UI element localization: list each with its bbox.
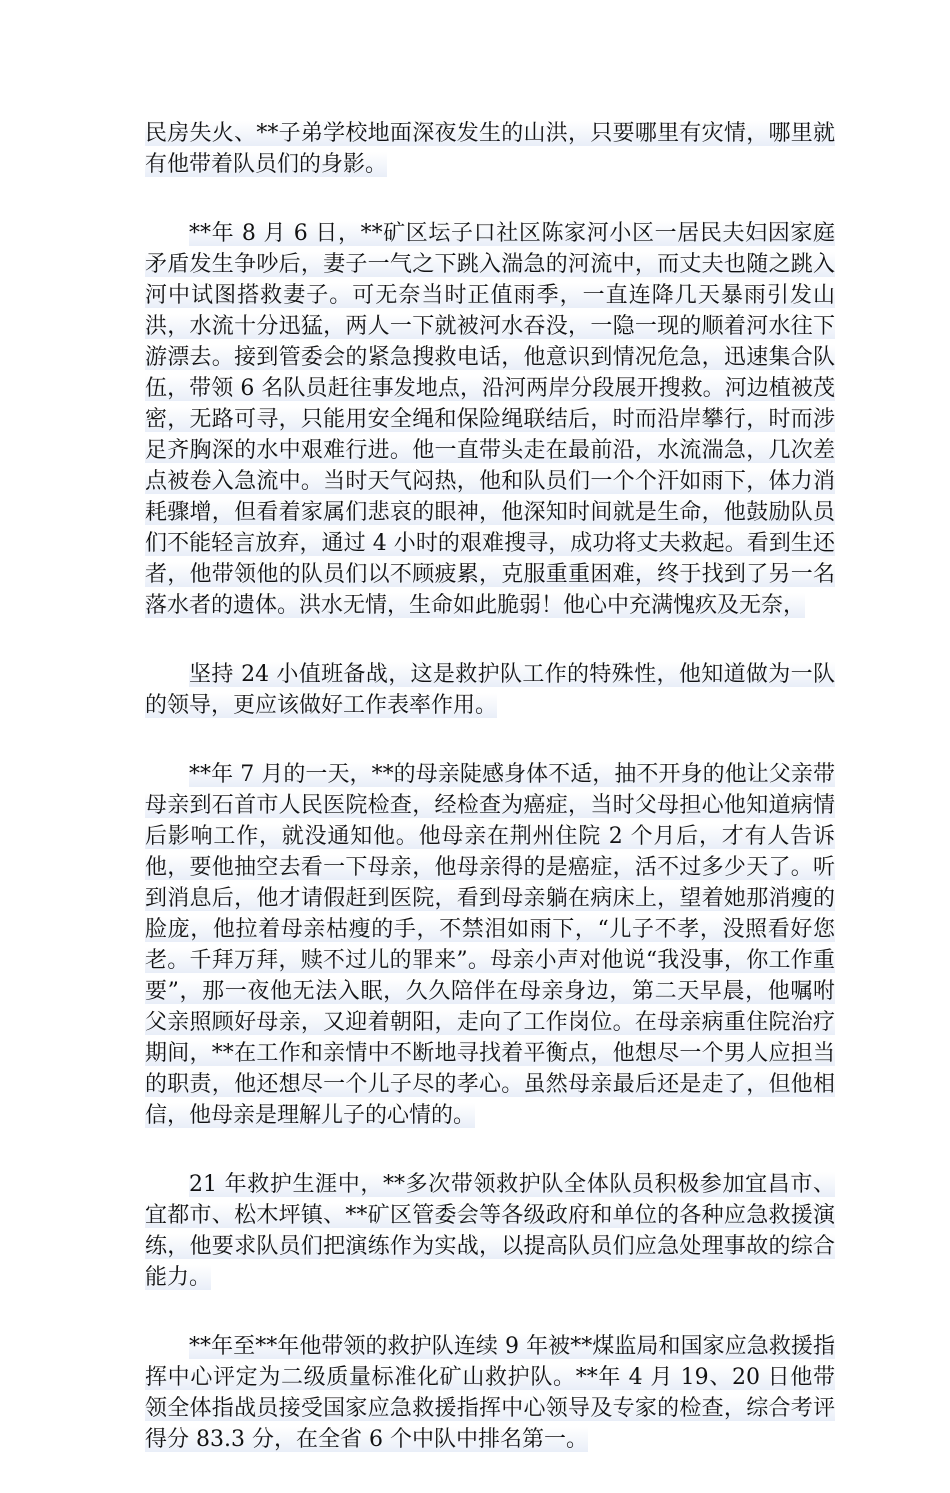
paragraph-3 <box>145 659 835 721</box>
paragraph-5 <box>145 1169 835 1293</box>
paragraph-2 <box>145 218 835 621</box>
paragraph-1-text: 民房失火、**子弟学校地面深夜发生的山洪，只要哪里有灾情，哪里就有他带着队员们的身影。 <box>145 121 835 177</box>
paragraph-1 <box>145 118 835 180</box>
paragraph-4 <box>145 759 835 1131</box>
document-body <box>145 118 835 1493</box>
paragraph-4-text: **年 7 月的一天，**的母亲陡感身体不适，抽不开身的他让父亲带母亲到石首市人民医院检查，经检查为癌症，当时父母担心他知道病情后影响工作，就没通知他。他母亲在荆州住院 2 个月后，才有人告诉他，要他抽空去看一下母亲，他母亲得的是癌症，活不过多少天了。听到消息后，他才请假赶到医院，看到母亲躺在病床上，望着她那消瘦的脸庞，他拉着母亲枯瘦的手，不禁泪如雨下，“儿子不孝，没照看好您老。千拜万拜，赎不过儿的罪来”。母亲小声对他说“我没事，你工作重要”，那一夜他无法入眠，久久陪伴在母亲身边，第二天早晨，他嘱咐父亲照顾好母亲，又迎着朝阳，走向了工作岗位。在母亲病重住院治疗期间，**在工作和亲情中不断地寻找着平衡点，他想尽一个男人应担当的职责，他还想尽一个儿子尽的孝心。虽然母亲最后还是走了，但他相信，他母亲是理解儿子的心情的。 <box>145 762 835 1128</box>
paragraph-6-text: **年至**年他带领的救护队连续 9 年被**煤监局和国家应急救援指挥中心评定为二级质量标准化矿山救护队。**年 4 月 19、20 日他带领全体指战员接受国家应急救援指挥中心领导及专家的检查，综合考评得分 83.3 分，在全省 6 个中队中排名第一。 <box>145 1334 835 1452</box>
paragraph-5-text: 21 年救护生涯中，**多次带领救护队全体队员积极参加宜昌市、宜都市、松木坪镇、**矿区管委会等各级政府和单位的各种应急救援演练，他要求队员们把演练作为实战，以提高队员们应急处理事故的综合能力。 <box>145 1172 835 1290</box>
paragraph-2-text: **年 8 月 6 日，**矿区坛子口社区陈家河小区一居民夫妇因家庭矛盾发生争吵后，妻子一气之下跳入湍急的河流中，而丈夫也随之跳入河中试图搭救妻子。可无奈当时正值雨季，一直连降几天暴雨引发山洪，水流十分迅猛，两人一下就被河水吞没，一隐一现的顺着河水往下游漂去。接到管委会的紧急搜救电话，他意识到情况危急，迅速集合队伍，带领 6 名队员赶往事发地点，沿河两岸分段展开搜救。河边植被茂密，无路可寻，只能用安全绳和保险绳联结后，时而沿岸攀行，时而涉足齐胸深的水中艰难行进。他一直带头走在最前沿，水流湍急，几次差点被卷入急流中。当时天气闷热，他和队员们一个个汗如雨下，体力消耗骤增，但看着家属们悲哀的眼神，他深知时间就是生命，他鼓励队员们不能轻言放弃，通过 4 小时的艰难搜寻，成功将丈夫救起。看到生还者，他带领他的队员们以不顾疲累，克服重重困难，终于找到了另一名落水者的遗体。洪水无情，生命如此脆弱！他心中充满愧疚及无奈， <box>145 221 835 618</box>
paragraph-3-text: 坚持 24 小值班备战，这是救护队工作的特殊性，他知道做为一队的领导，更应该做好工作表率作用。 <box>145 662 835 718</box>
paragraph-6 <box>145 1331 835 1455</box>
